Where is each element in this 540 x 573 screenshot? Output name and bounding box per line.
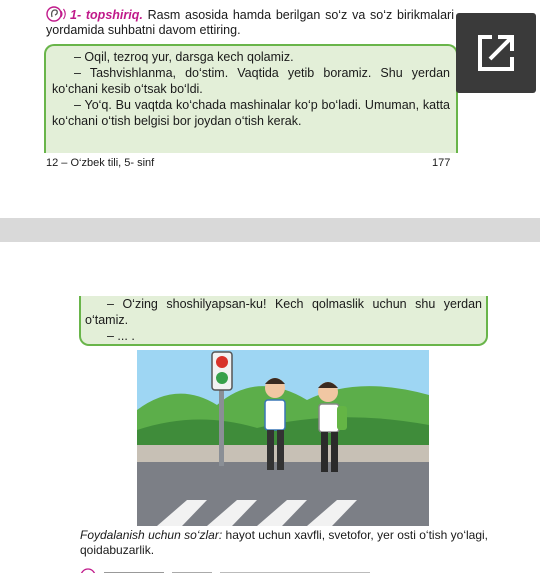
- task-number: 1- topshiriq.: [70, 8, 143, 22]
- dialog-box-top: [44, 44, 458, 153]
- textbook-page-bottom: [0, 242, 540, 573]
- page-footer-title: 12 – O‘zbek tili, 5- sinf: [46, 157, 155, 169]
- external-link-icon: [456, 13, 536, 93]
- open-external-button[interactable]: [456, 13, 536, 93]
- vocabulary-caption: [80, 528, 488, 558]
- vocabulary-words: hayot uchun xavfli, svetofor, yer osti o‘tish yo‘lagi, qoidabuzarlik.: [80, 528, 488, 557]
- dialog-line: – O‘zing shoshilyapsan-ku! Kech qolmaslik uchun shu yerdan o‘tamiz.: [85, 297, 482, 327]
- dialog-line: – ... .: [107, 329, 135, 343]
- dialog-line: – Oqil, tezroq yur, darsga kech qolamiz.: [74, 50, 294, 64]
- cutoff-next-task: [80, 568, 410, 573]
- textbook-page-top: [0, 0, 540, 218]
- page-number: 177: [432, 157, 451, 169]
- task-instruction: Rasm asosida hamda berilgan so‘z va so‘z birikmalari yordamida suhbatni davom ettiring.: [46, 8, 454, 37]
- dialog-box-bottom: [79, 296, 488, 346]
- dialog-line: – Yo‘q. Bu vaqtda ko‘chada mashinalar ko‘p bo‘ladi. Umuman, katta ko‘chani o‘tish belgisi bor joydan o‘tish kerak.: [52, 98, 450, 128]
- task-heading: [46, 6, 454, 38]
- ear-icon: [46, 6, 68, 22]
- dialog-line: – Tashvishlanma, do‘stim. Vaqtida yetib boramiz. Shu yerdan ko‘chani kesib o‘tsak bo‘ldi.: [52, 66, 450, 96]
- crosswalk-illustration: [137, 350, 429, 526]
- vocabulary-label: Foydalanish uchun so‘zlar:: [80, 528, 223, 542]
